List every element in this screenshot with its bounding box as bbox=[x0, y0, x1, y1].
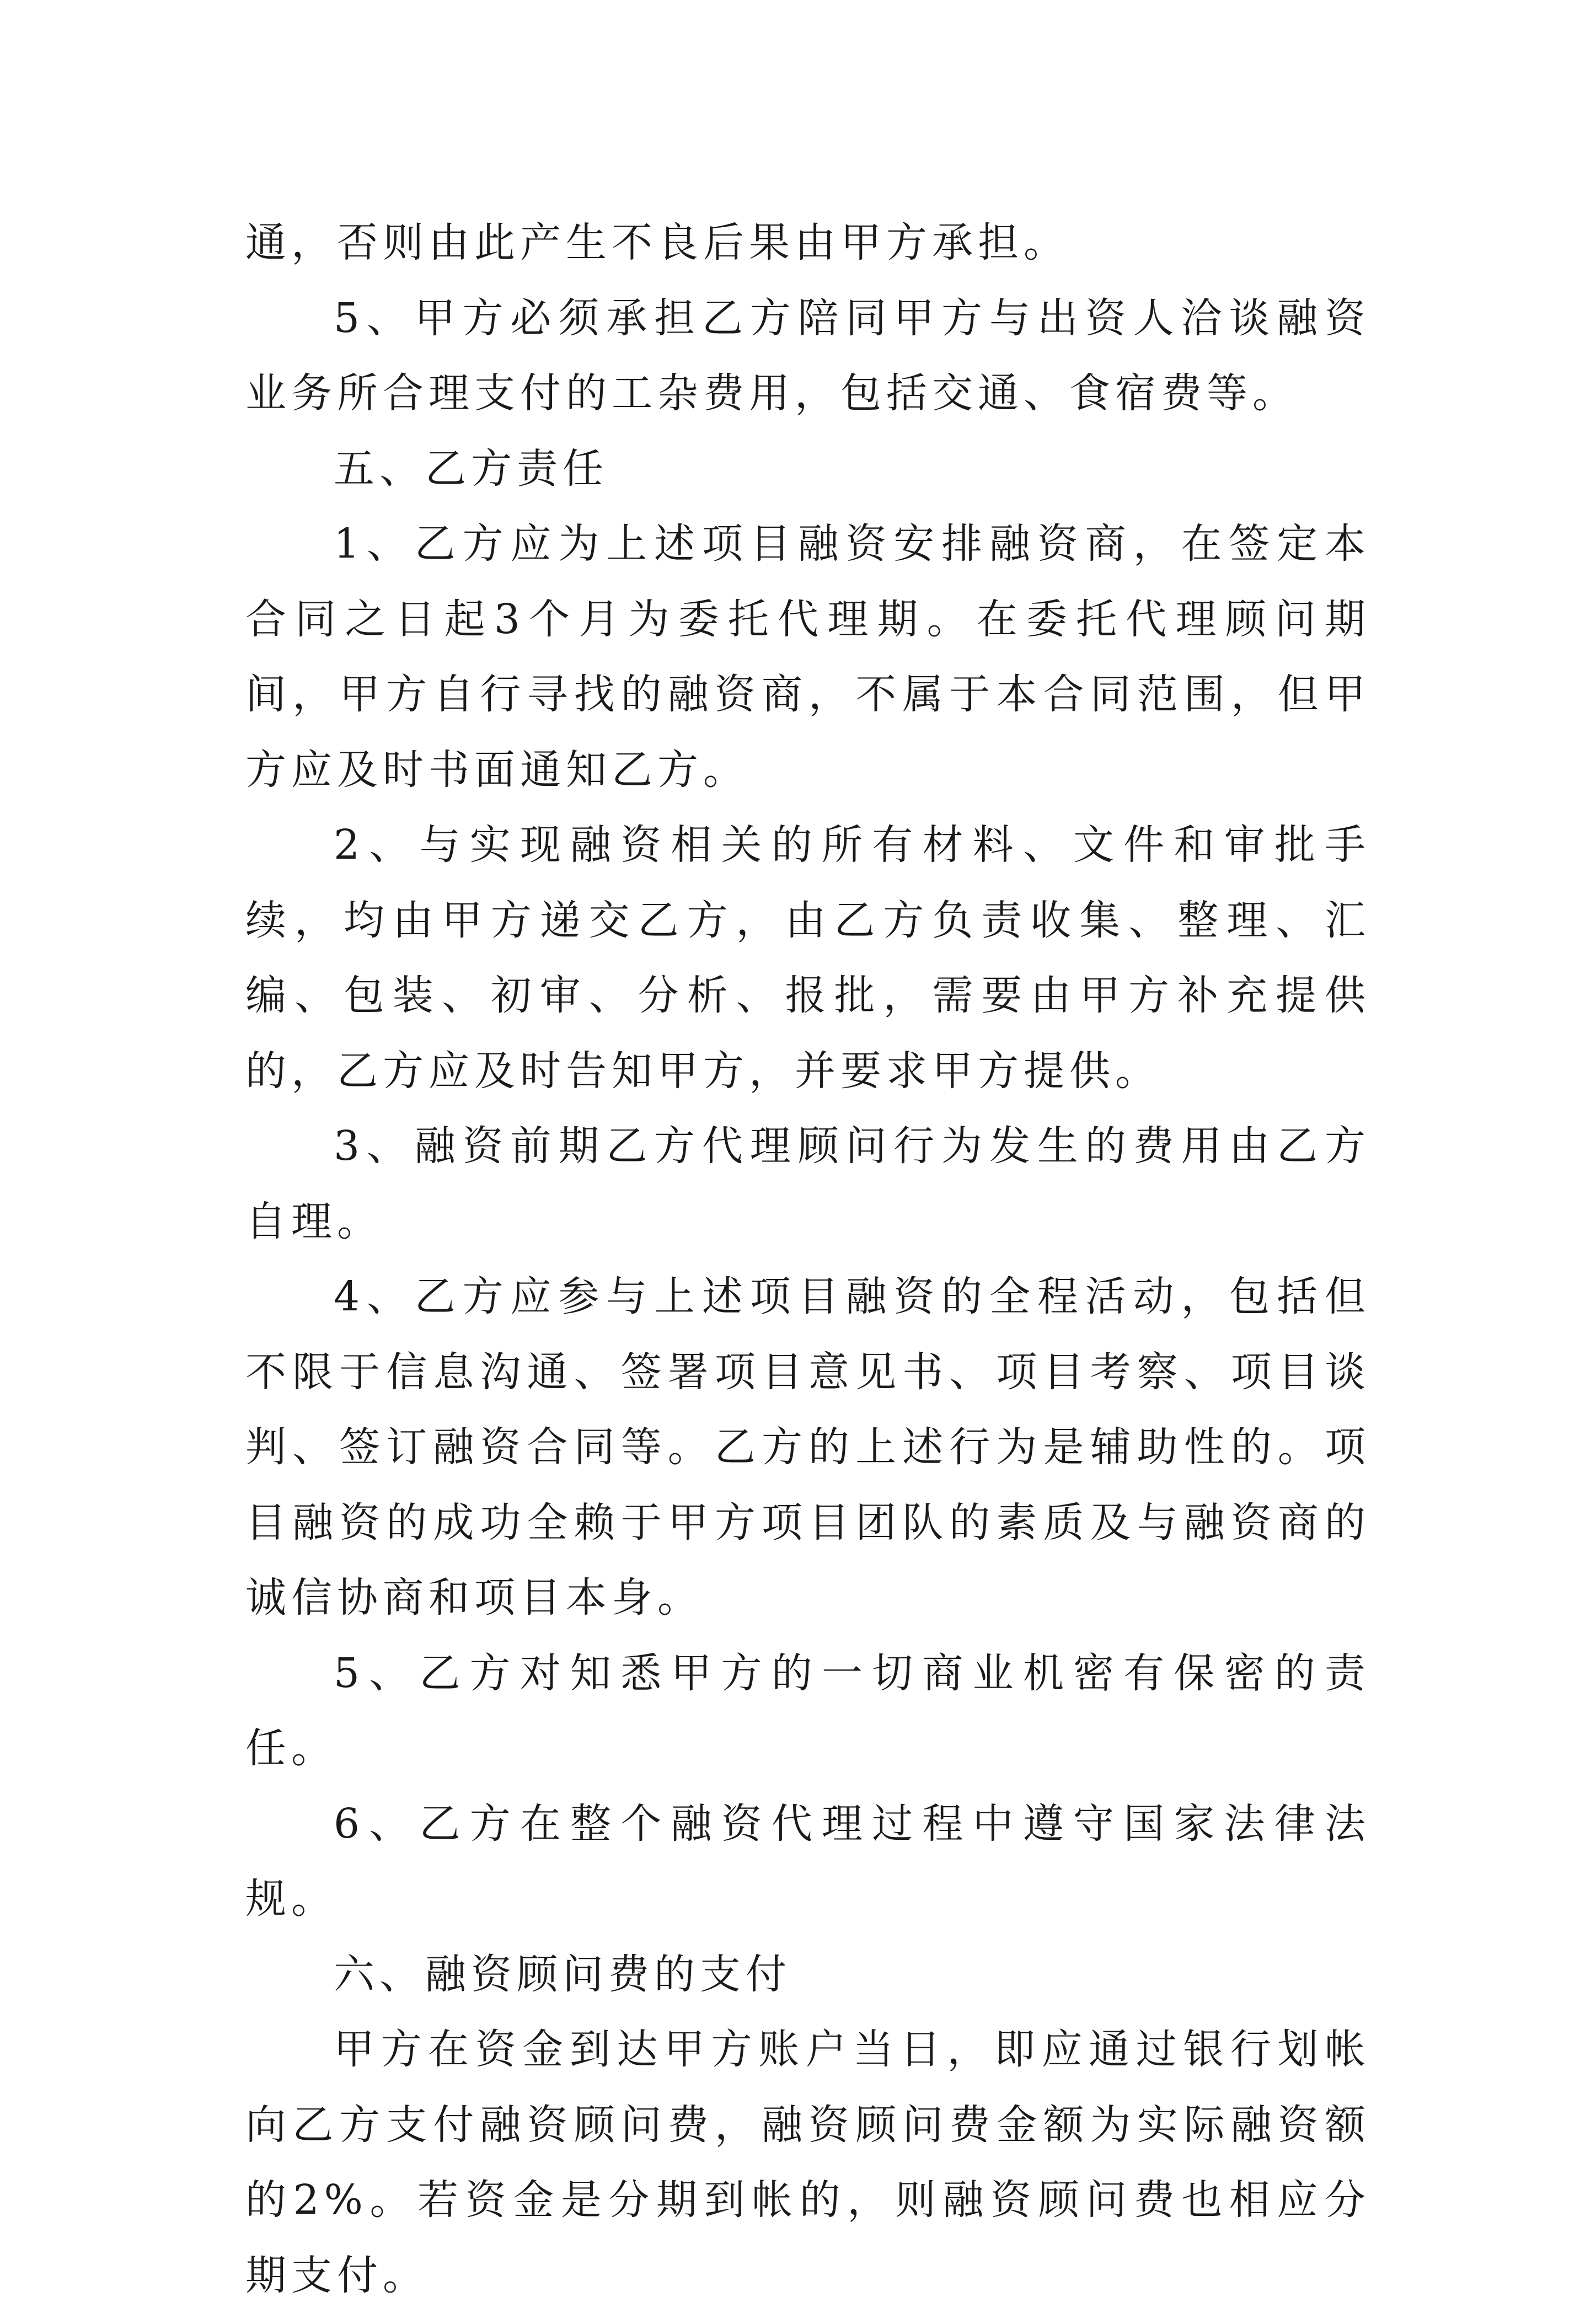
section-heading-6: 六、融资顾问费的支付 bbox=[334, 1950, 791, 1998]
paragraph-continuation: 通，否则由此产生不良后果由甲方承担。 bbox=[245, 219, 1069, 266]
paragraph-b-item-1: 1、乙方应为上述项目融资安排融资商，在签定本合同之日起3个月为委托代理期。在委托代理顾问期间，甲方自行寻找的融资商，不属于本合同范围，但甲方应及时书面通知乙方。 bbox=[245, 520, 1370, 794]
paragraph-b-item-6: 6、乙方在整个融资代理过程中遵守国家法律法规。 bbox=[245, 1800, 1370, 1923]
paragraph-fee-payment: 甲方在资金到达甲方账户当日，即应通过银行划帐向乙方支付融资顾问费，融资顾问费金额为实际融资额的2%。若资金是分期到帐的，则融资顾问费也相应分期支付。 bbox=[245, 2026, 1370, 2299]
paragraph-a-item-5: 5、甲方必须承担乙方陪同甲方与出资人洽谈融资业务所合理支付的工杂费用，包括交通、食宿费等。 bbox=[245, 294, 1370, 417]
document-body bbox=[245, 205, 1370, 2313]
paragraph-b-item-2: 2、与实现融资相关的所有材料、文件和审批手续，均由甲方递交乙方，由乙方负责收集、整理、汇编、包装、初审、分析、报批，需要由甲方补充提供的，乙方应及时告知甲方，并要求甲方提供。 bbox=[245, 821, 1370, 1095]
paragraph-b-item-4: 4、乙方应参与上述项目融资的全程活动，包括但不限于信息沟通、签署项目意见书、项目考察、项目谈判、签订融资合同等。乙方的上述行为是辅助性的。项目融资的成功全赖于甲方项目团队的素质及与融资商的诚信协商和项目本身。 bbox=[245, 1273, 1370, 1621]
paragraph-b-item-3: 3、融资前期乙方代理顾问行为发生的费用由乙方自理。 bbox=[245, 1122, 1370, 1245]
section-heading-5: 五、乙方责任 bbox=[334, 445, 608, 492]
paragraph-b-item-5: 5、乙方对知悉甲方的一切商业机密有保密的责任。 bbox=[245, 1649, 1370, 1772]
